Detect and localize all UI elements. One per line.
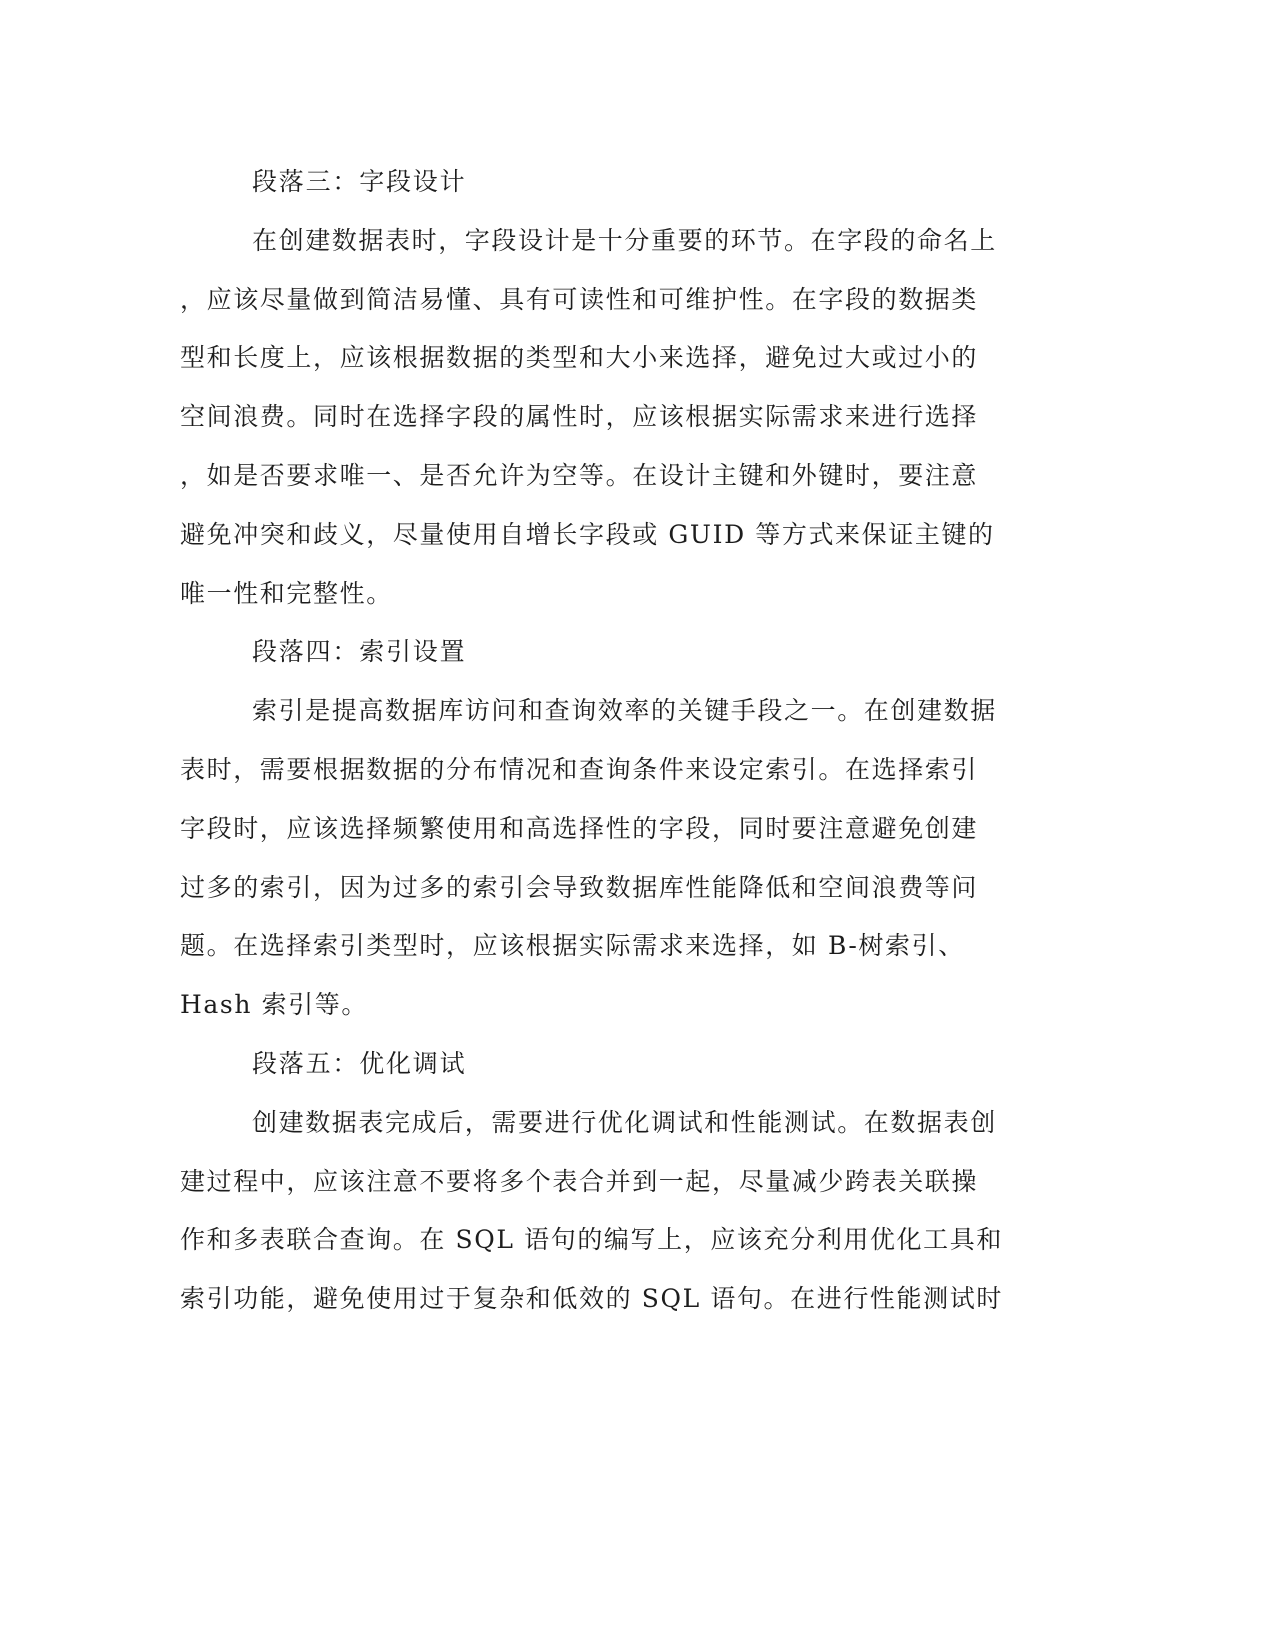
text-line: ，如是否要求唯一、是否允许为空等。在设计主键和外键时，要注意 bbox=[180, 461, 979, 490]
text-line: 创建数据表完成后，需要进行优化调试和性能测试。在数据表创 bbox=[252, 1108, 997, 1137]
text-line: 表时，需要根据数据的分布情况和查询条件来设定索引。在选择索引 bbox=[180, 755, 979, 784]
text-line: ，应该尽量做到简洁易懂、具有可读性和可维护性。在字段的数据类 bbox=[180, 285, 979, 314]
heading-paragraph-three: 段落三：字段设计 bbox=[252, 167, 467, 196]
text-line: 在创建数据表时，字段设计是十分重要的环节。在字段的命名上 bbox=[252, 226, 997, 255]
text-line: 过多的索引，因为过多的索引会导致数据库性能降低和空间浪费等问 bbox=[180, 873, 979, 902]
text-line: 题。在选择索引类型时，应该根据实际需求来选择，如 B-树索引、 bbox=[180, 931, 965, 960]
text-line: 空间浪费。同时在选择字段的属性时，应该根据实际需求来进行选择 bbox=[180, 402, 979, 431]
text-line: 索引是提高数据库访问和查询效率的关键手段之一。在创建数据 bbox=[252, 696, 997, 725]
text-line: 避免冲突和歧义，尽量使用自增长字段或 GUID 等方式来保证主键的 bbox=[180, 520, 995, 549]
text-line: 索引功能，避免使用过于复杂和低效的 SQL 语句。在进行性能测试时 bbox=[180, 1284, 1003, 1313]
text-line: 型和长度上，应该根据数据的类型和大小来选择，避免过大或过小的 bbox=[180, 343, 979, 372]
text-line: 建过程中，应该注意不要将多个表合并到一起，尽量减少跨表关联操 bbox=[180, 1167, 979, 1196]
text-line: 字段时，应该选择频繁使用和高选择性的字段，同时要注意避免创建 bbox=[180, 814, 979, 843]
text-line: 唯一性和完整性。 bbox=[180, 579, 393, 608]
heading-paragraph-four: 段落四：索引设置 bbox=[252, 637, 467, 666]
text-line: Hash 索引等。 bbox=[180, 990, 368, 1019]
text-line: 作和多表联合查询。在 SQL 语句的编写上，应该充分利用优化工具和 bbox=[180, 1225, 1003, 1254]
heading-paragraph-five: 段落五：优化调试 bbox=[252, 1049, 467, 1078]
